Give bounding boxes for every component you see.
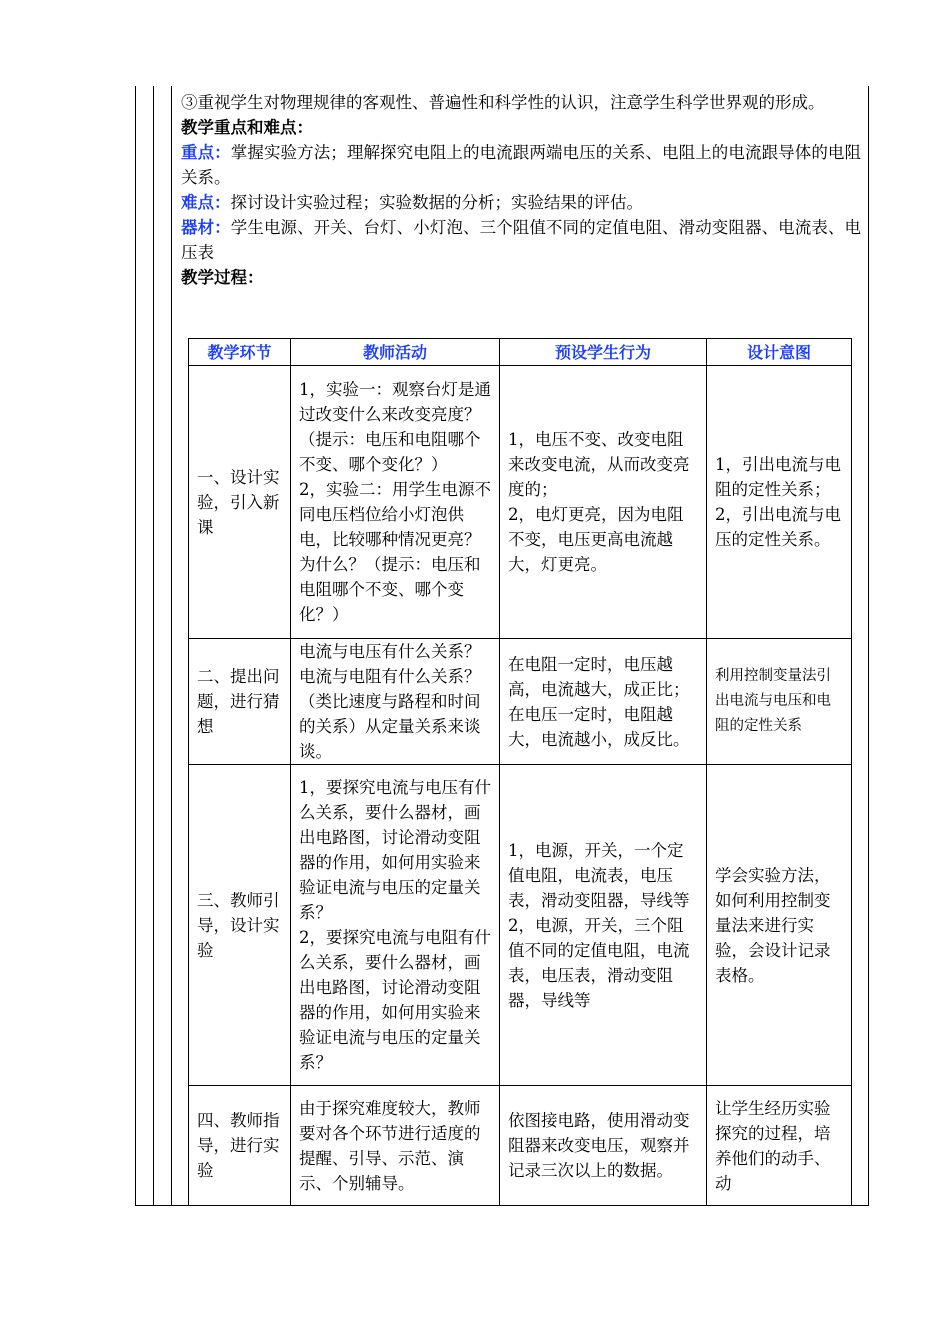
table-row (189, 639, 852, 765)
teaching-process-table (188, 338, 852, 1206)
intent-cell: 利用控制变量法引出电流与电压和电阻的定性关系 (707, 639, 852, 765)
teacher-cell: 电流与电压有什么关系？电流与电阻有什么关系？（类比速度与路程和时间的关系）从定量关系来谈谈。 (291, 639, 500, 765)
student-cell: 依图接电路，使用滑动变阻器来改变电压，观察并记录三次以上的数据。 (500, 1086, 707, 1206)
equipment (181, 215, 861, 265)
student-cell: 在电阻一定时，电压越高，电流越大，成正比；在电压一定时，电阻越大，电流越小，成反比。 (500, 639, 707, 765)
stage-cell: 二、提出问题，进行猜想 (189, 639, 291, 765)
teacher-cell: 1，要探究电流与电压有什么关系，要什么器材，画出电路图，讨论滑动变阻器的作用，如何用实验来验证电流与电压的定量关系？ 2，要探究电流与电阻有什么关系，要什么器材，画出电路图，讨论滑动变阻器的作用，如何用实验来验证电流与电压的定量关系？ (291, 765, 500, 1086)
table-row (189, 366, 852, 639)
teacher-cell: 由于探究难度较大，教师要对各个环节进行适度的提醒、引导、示范、演示、个别辅导。 (291, 1086, 500, 1206)
key-point-label: 重点： (181, 143, 231, 162)
student-cell: 1，电压不变、改变电阻来改变电流，从而改变亮度的； 2，电灯更亮，因为电阻不变，电压更高电流越大，灯更亮。 (500, 366, 707, 639)
process-heading: 教学过程： (181, 268, 264, 287)
student-cell: 1，电源，开关，一个定值电阻，电流表，电压表，滑动变阻器，导线等 2，电源，开关，三个阻值不同的定值电阻，电流表，电压表，滑动变阻器，导线等 (500, 765, 707, 1086)
teacher-cell: 1，实验一：观察台灯是通过改变什么来改变亮度？（提示：电压和电阻哪个不变、哪个变化？） 2，实验二：用学生电源不同电压档位给小灯泡供电，比较哪种情况更亮？为什么？（提示：电压和电阻哪个不变、哪个变化？） (291, 366, 500, 639)
table-header-row (189, 339, 852, 366)
column-divider-1 (153, 86, 154, 1206)
header-stage: 教学环节 (189, 339, 291, 366)
difficult-point-label: 难点： (181, 193, 231, 212)
key-point (181, 140, 861, 190)
equipment-text: 学生电源、开关、台灯、小灯泡、三个阻值不同的定值电阻、滑动变阻器、电流表、电压表 (181, 218, 862, 262)
difficult-point (181, 190, 861, 215)
table-row (189, 1086, 852, 1206)
header-intent: 设计意图 (707, 339, 852, 366)
lesson-plan-content (181, 90, 861, 290)
header-teacher: 教师活动 (291, 339, 500, 366)
table-row (189, 765, 852, 1086)
intent-cell: 学会实验方法，如何利用控制变量法来进行实验，会设计记录表格。 (707, 765, 852, 1086)
objective-line: ③重视学生对物理规律的客观性、普遍性和科学性的认识，注意学生科学世界观的形成。 (181, 93, 825, 112)
intent-cell: 1，引出电流与电阻的定性关系； 2，引出电流与电压的定性关系。 (707, 366, 852, 639)
intent-cell: 让学生经历实验探究的过程，培养他们的动手、动 (707, 1086, 852, 1206)
key-difficult-heading: 教学重点和难点： (181, 118, 313, 137)
header-student: 预设学生行为 (500, 339, 707, 366)
stage-cell: 三、教师引导，设计实验 (189, 765, 291, 1086)
key-point-text: 掌握实验方法；理解探究电阻上的电流跟两端电压的关系、电阻上的电流跟导体的电阻关系。 (181, 143, 862, 187)
column-divider-2 (171, 86, 172, 1206)
difficult-point-text: 探讨设计实验过程；实验数据的分析；实验结果的评估。 (230, 193, 643, 212)
equipment-label: 器材： (181, 218, 231, 237)
stage-cell: 四、教师指导，进行实验 (189, 1086, 291, 1206)
stage-cell: 一、设计实验，引入新课 (189, 366, 291, 639)
